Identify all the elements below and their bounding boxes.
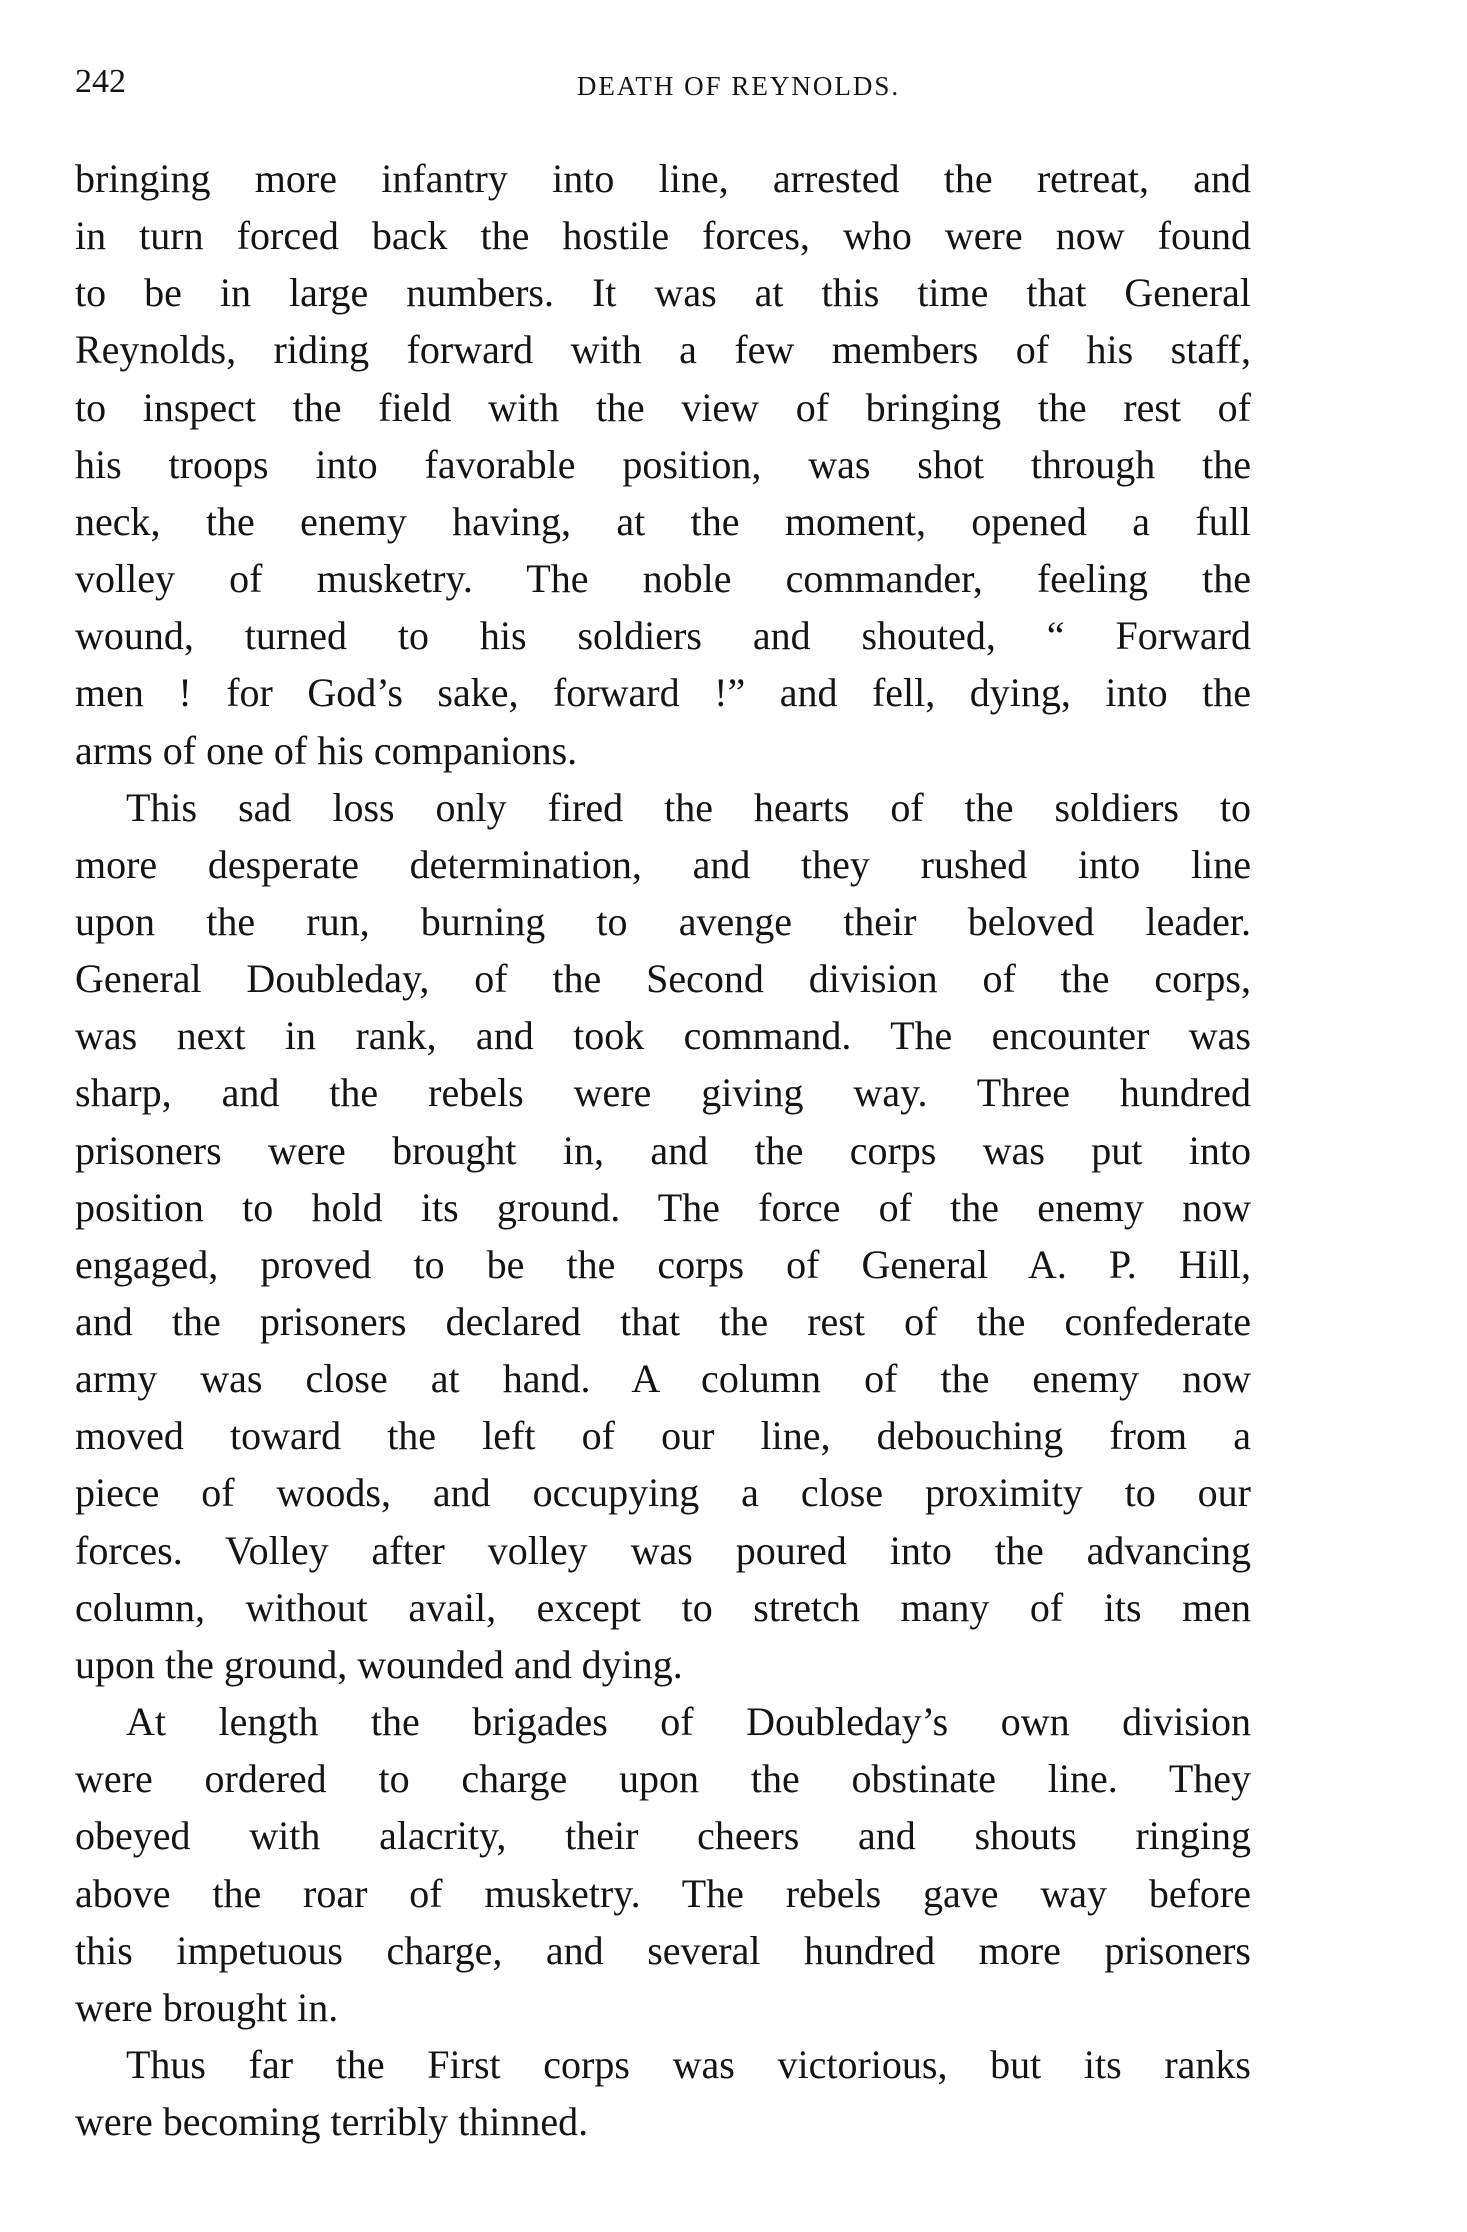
text-line: General Doubleday, of the Second division of the corps, [75,956,1251,1002]
text-line: prisoners were brought in, and the corps was put into [75,1127,1251,1173]
text-line: his troops into favorable position, was shot through the [75,441,1251,487]
text-line: this impetuous charge, and several hundred more prisoners [75,1927,1251,1973]
text-line: neck, the enemy having, at the moment, opened a full [75,498,1251,544]
text-line: men ! for God’s sake, forward !” and fell, dying, into the [75,670,1251,716]
text-line: volley of musketry. The noble commander, feeling the [75,556,1251,602]
text-line: were ordered to charge upon the obstinate line. They [75,1756,1251,1802]
text-line: moved toward the left of our line, debouching from a [75,1413,1251,1459]
text-line: were brought in. [75,1984,339,2030]
page-number: 242 [75,63,126,100]
text-line: wound, turned to his soldiers and shouted, “ Forward [75,613,1251,659]
text-line: army was close at hand. A column of the enemy now [75,1356,1251,1402]
text-line: position to hold its ground. The force of the enemy now [75,1184,1251,1230]
running-head: DEATH OF REYNOLDS. [576,71,901,101]
text-line: forces. Volley after volley was poured into the advancing [75,1527,1251,1573]
text-line: and the prisoners declared that the rest of the confederate [75,1299,1251,1344]
text-line: arms of one of his companions. [75,727,578,773]
text-line: Reynolds, riding forward with a few members of his staff, [75,327,1251,373]
text-line: sharp, and the rebels were giving way. Three hundred [75,1070,1251,1116]
text-line: was next in rank, and took command. The encounter was [75,1013,1251,1059]
text-line: to inspect the field with the view of bringing the rest of [75,384,1251,430]
text-line: engaged, proved to be the corps of General A. P. Hill, [75,1241,1251,1287]
text-line: piece of woods, and occupying a close proximity to our [75,1470,1251,1516]
text-line: were becoming terribly thinned. [75,2099,589,2145]
text-line: upon the run, burning to avenge their beloved leader. [75,898,1251,944]
text-line: more desperate determination, and they rushed into line [75,841,1251,887]
text-line: bringing more infantry into line, arrested the retreat, and [75,156,1251,201]
text-line: to be in large numbers. It was at this time that General [75,270,1251,316]
text-line: column, without avail, except to stretch many of its men [75,1584,1251,1630]
text-line: Thus far the First corps was victorious, but its ranks [126,2041,1251,2087]
text-line: above the roar of musketry. The rebels gave way before [75,1870,1251,1916]
text-line: obeyed with alacrity, their cheers and shouts ringing [75,1813,1251,1859]
text-line: This sad loss only fired the hearts of the soldiers to [126,784,1251,830]
text-line: in turn forced back the hostile forces, who were now found [75,213,1251,259]
text-line: At length the brigades of Doubleday’s own division [126,1699,1251,1745]
text-line: upon the ground, wounded and dying. [75,1641,683,1687]
